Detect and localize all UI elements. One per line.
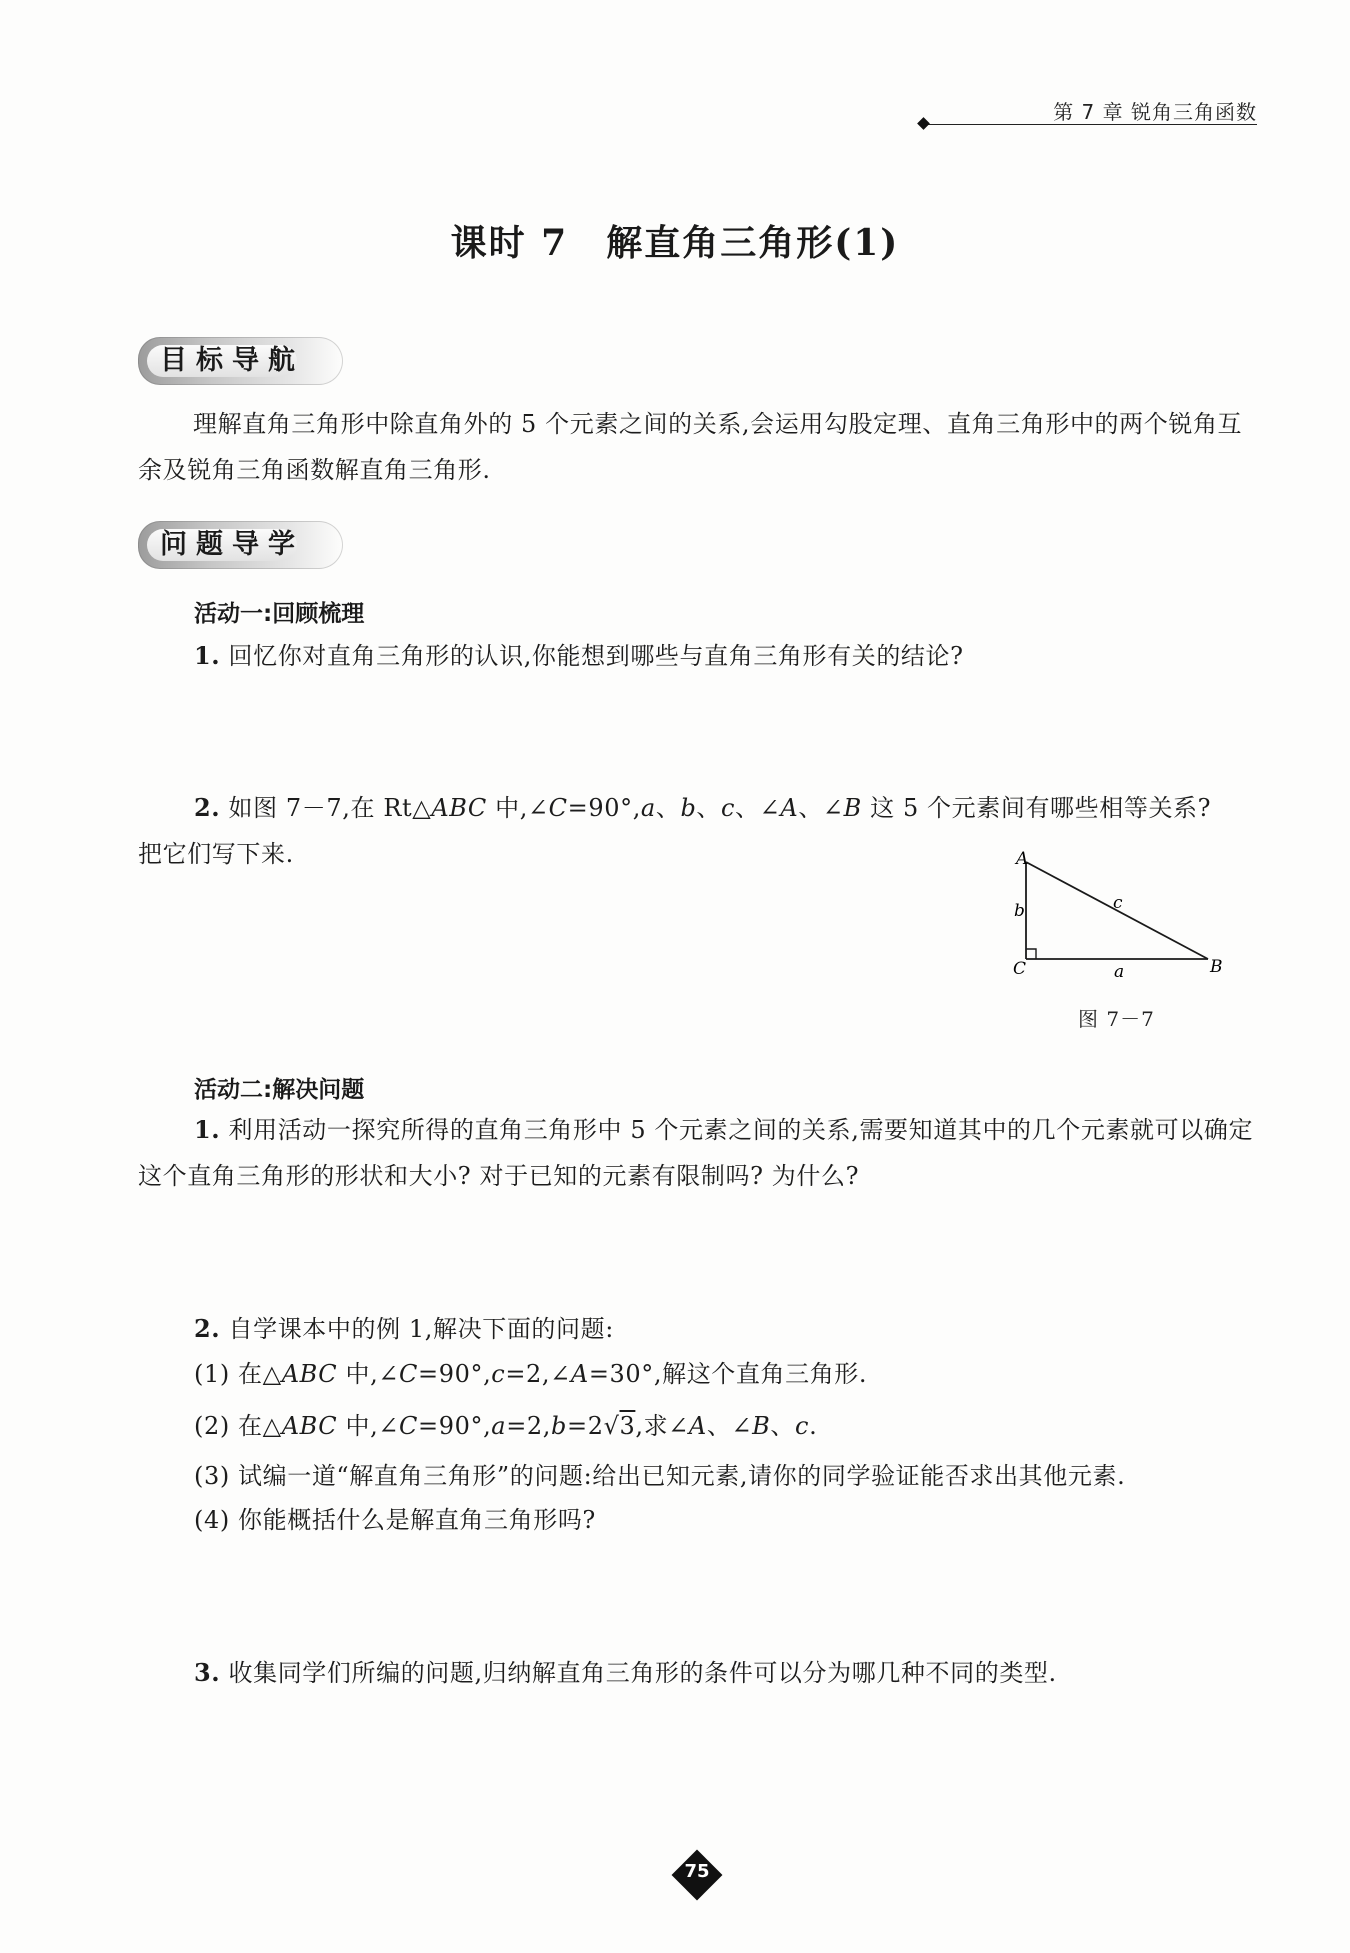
sub-question-3: (3) 试编一道“解直角三角形”的问题:给出已知元素,请你的同学验证能否求出其他元素.	[194, 1462, 1126, 1490]
section-label-goals: 目标导航	[160, 345, 304, 376]
math-var: a	[640, 794, 656, 822]
activity-two-question-2	[194, 1307, 1258, 1351]
question-number: 1.	[194, 1115, 221, 1144]
vertex-label-b: B	[1210, 957, 1223, 977]
text-run: 中,∠	[337, 1412, 400, 1440]
math-var: c	[795, 1412, 810, 1440]
sub-question-2	[194, 1404, 1258, 1448]
side-label-b: b	[1014, 901, 1025, 921]
lesson-title: 课时 7 解直角三角形(1)	[450, 222, 900, 264]
section-tab-guided	[138, 521, 343, 569]
text-run: 、∠	[735, 794, 781, 822]
right-angle-mark	[1026, 949, 1036, 959]
math-var: a	[491, 1412, 507, 1440]
chapter-header: 第 7 章 锐角三角函数	[1053, 100, 1257, 124]
math-var: A	[688, 1412, 707, 1440]
math-var: ABC	[431, 794, 487, 822]
text-run: (1) 在△	[194, 1360, 282, 1388]
text-run: 、∠	[798, 794, 844, 822]
sqrt-radicand: 3	[619, 1412, 636, 1440]
text-run: =2	[567, 1412, 604, 1440]
page-number: 75	[684, 1861, 710, 1882]
activity-two-question-1	[138, 1107, 1258, 1199]
math-var: A	[570, 1360, 589, 1388]
text-run: 如图 7－7,在 Rt△	[228, 794, 432, 822]
text-run: 、	[655, 794, 681, 822]
math-var: ABC	[281, 1412, 338, 1440]
diamond-bullet-icon	[917, 117, 930, 130]
text-run: 这 5 个元素间有哪些相等关系?	[861, 794, 1212, 822]
text-run: .	[809, 1412, 818, 1440]
math-var: ABC	[281, 1360, 338, 1388]
text-run: =30°,解这个直角三角形.	[588, 1360, 868, 1388]
text-run: =90°,	[418, 1360, 492, 1388]
text-run: ,求∠	[635, 1412, 689, 1440]
text-run: 、∠	[706, 1412, 753, 1440]
question-text: 利用活动一探究所得的直角三角形中 5 个元素之间的关系,需要知道其中的几个元素就可以确定这个直角三角形的形状和大小? 对于已知的元素有限制吗? 为什么?	[138, 1116, 1254, 1190]
text-run: 中,∠	[486, 794, 549, 822]
math-var: b	[680, 794, 697, 822]
text-run: 中,∠	[337, 1360, 400, 1388]
text-run: =90°,	[418, 1412, 492, 1440]
right-triangle-figure	[1010, 848, 1240, 978]
header-rule	[926, 124, 1257, 125]
activity-two-heading: 活动二:解决问题	[194, 1077, 365, 1103]
text-run: =90°,	[567, 794, 641, 822]
question-number: 1.	[194, 641, 221, 670]
text-run: 、	[770, 1412, 796, 1440]
sub-question-4: (4) 你能概括什么是解直角三角形吗?	[194, 1506, 596, 1534]
question-number: 2.	[194, 793, 221, 822]
math-var: B	[752, 1412, 771, 1440]
question-text: 收集同学们所编的问题,归纳解直角三角形的条件可以分为哪几种不同的类型.	[228, 1659, 1057, 1687]
activity-one-question-1	[194, 633, 1258, 679]
question-text: 自学课本中的例 1,解决下面的问题:	[228, 1315, 614, 1343]
side-label-a: a	[1114, 962, 1125, 978]
math-var: C	[548, 794, 568, 822]
math-var: C	[399, 1360, 419, 1388]
question-text: 回忆你对直角三角形的认识,你能想到哪些与直角三角形有关的结论?	[228, 642, 964, 670]
vertex-label-c: C	[1013, 959, 1027, 978]
text-run: 把它们写下来.	[138, 840, 294, 868]
section-tab-goals	[138, 337, 343, 385]
page-number-badge	[672, 1850, 722, 1900]
question-number: 3.	[194, 1658, 221, 1687]
question-number: 2.	[194, 1314, 221, 1343]
vertex-label-a: A	[1016, 849, 1029, 869]
activity-two-question-3	[194, 1651, 1258, 1695]
text-run: =2,∠	[505, 1360, 571, 1388]
math-var: B	[843, 794, 862, 822]
text-run: 、	[696, 794, 722, 822]
activity-one-heading: 活动一:回顾梳理	[194, 601, 365, 627]
math-var: c	[721, 794, 736, 822]
sub-question-1	[194, 1352, 1258, 1396]
figure-caption: 图 7－7	[1078, 1007, 1155, 1031]
text-run: (2) 在△	[194, 1412, 282, 1440]
math-var: b	[551, 1412, 567, 1440]
math-var: A	[780, 794, 799, 822]
math-var: c	[491, 1360, 506, 1388]
text-run: =2,	[506, 1412, 552, 1440]
sqrt-sign: √	[603, 1412, 620, 1440]
goals-text: 理解直角三角形中除直角外的 5 个元素之间的关系,会运用勾股定理、直角三角形中的两个锐角互余及锐角三角函数解直角三角形.	[138, 410, 1243, 484]
math-var: C	[399, 1412, 419, 1440]
section-label-guided: 问题导学	[160, 529, 304, 560]
side-label-c: c	[1113, 893, 1123, 913]
